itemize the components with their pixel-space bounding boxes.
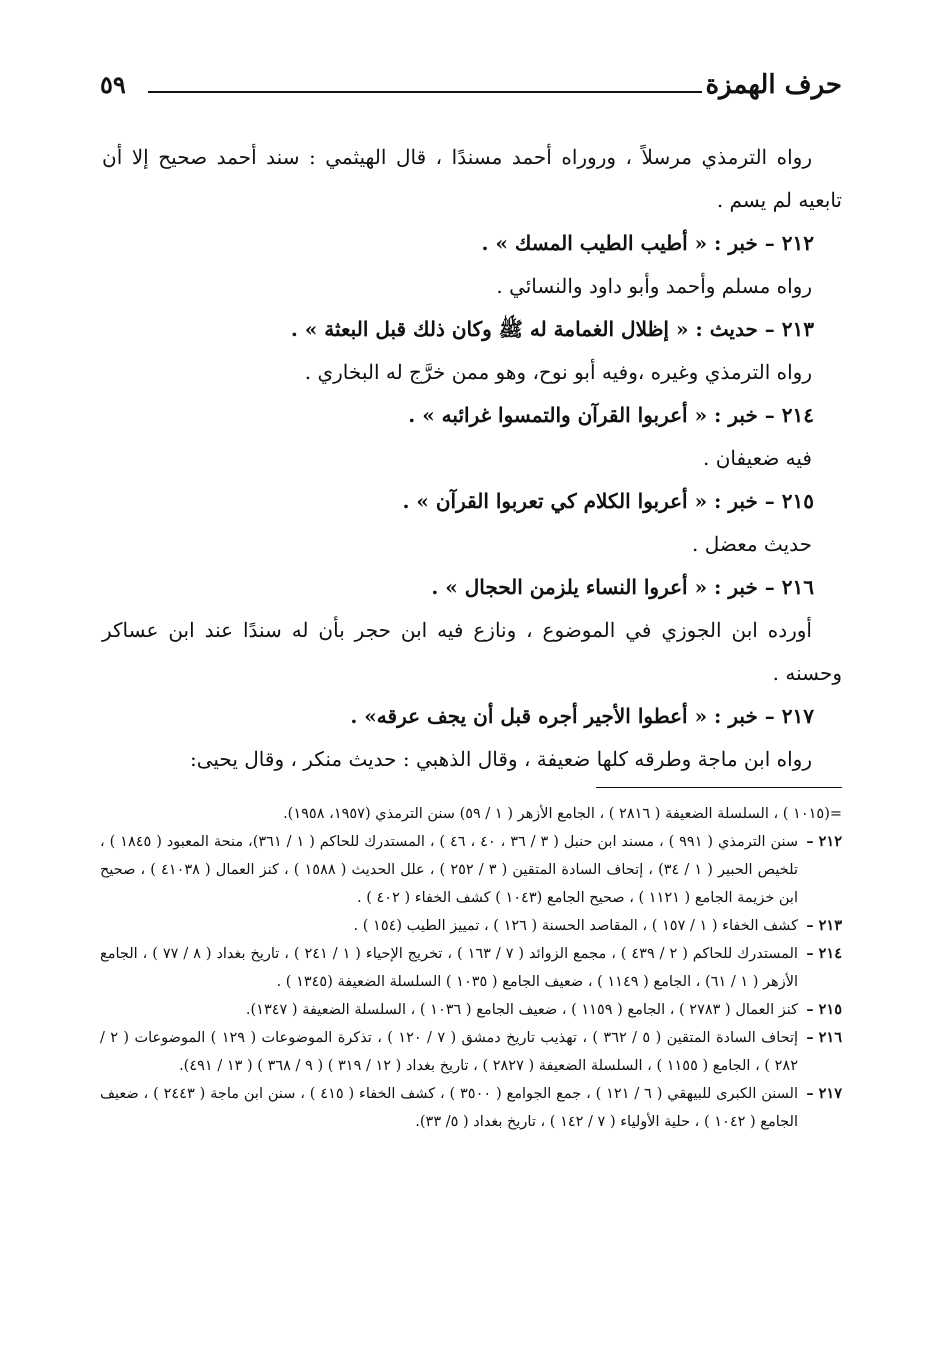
entry-heading-214: ٢١٤ – خبر : « أعربوا القرآن والتمسوا غرائبه » . — [408, 403, 814, 427]
chapter-title: حرف الهمزة — [705, 70, 842, 100]
entry-text-214: فيه ضعيفان . — [703, 446, 812, 470]
page-header — [100, 70, 842, 110]
header-rule — [148, 91, 702, 93]
paragraph-intro: رواه الترمذي مرسلاً ، وروراه أحمد مسندًا ، قال الهيثمي : سند أحمد صحيح إلا أن تابعيه لم يسم . — [102, 145, 842, 212]
footnote-214: ٢١٤ – المستدرك للحاكم ( ٢ / ٤٣٩ ) ، مجمع الزوائد ( ٧ / ١٦٣ ) ، تخريج الإحياء ( ١ / ٢٤١ ) ، تاريخ بغداد ( ٨ / ٧٧ ) ، الجامع الأزهر ( ١ / ٦١) ، الجامع ( ١١٤٩ ) ، ضعيف الجامع ( ١٠٣٥ ) السلسلة الضعيفة (١٣٤٥ ) . — [100, 945, 842, 990]
entry-heading-212: ٢١٢ – خبر : « أطيب الطيب المسك » . — [481, 231, 814, 255]
footnote-separator — [596, 787, 842, 788]
footnote-217: ٢١٧ – السنن الكبرى للبيهقي ( ٦ / ١٢١ ) ، جمع الجوامع ( ٣٥٠٠ ) ، كشف الخفاء ( ٤١٥ ) ، سنن ابن ماجة ( ٢٤٤٣ ) ، ضعيف الجامع ( ١٠٤٢ ) ، حلية الأولياء ( ٧ / ١٤٢ ) ، تاريخ بغداد ( ٥/ ٣٣). — [100, 1085, 842, 1130]
main-text — [102, 136, 842, 781]
footnote-215: ٢١٥ – كنز العمال ( ٢٧٨٣ ) ، الجامع ( ١١٥٩ ) ، ضعيف الجامع ( ١٠٣٦ ) ، السلسلة الضعيفة ( ١٣٤٧). — [245, 1001, 842, 1018]
entry-text-213: رواه الترمذي وغيره ،وفيه أبو نوح، وهو ممن خرَّج له البخاري . — [304, 360, 812, 384]
entry-text-217: رواه ابن ماجة وطرقه كلها ضعيفة ، وقال الذهبي : حديث منكر ، وقال يحيى: — [189, 747, 812, 771]
entry-text-216: أورده ابن الجوزي في الموضوع ، ونازع فيه ابن حجر بأن له سندًا عند ابن عساكر وحسنه . — [102, 618, 842, 685]
footnote-continuation: =(١٠١٥ ) ، السلسلة الضعيفة ( ٢٨١٦ ) ، الجامع الأزهر ( ١ / ٥٩) سنن الترمذي (١٩٥٧، ١٩٥٨). — [283, 806, 842, 822]
entry-heading-215: ٢١٥ – خبر : « أعربوا الكلام كي تعربوا القرآن » . — [402, 489, 814, 513]
entry-text-215: حديث معضل . — [692, 532, 812, 556]
entry-heading-213: ٢١٣ – حديث : « إظلال الغمامة له ﷺ وكان ذلك قبل البعثة » . — [290, 317, 814, 341]
entry-heading-217: ٢١٧ – خبر : « أعطوا الأجير أجره قبل أن يجف عرقه» . — [350, 704, 814, 728]
entry-text-212: رواه مسلم وأحمد وأبو داود والنسائي . — [496, 274, 812, 298]
footnote-216: ٢١٦ – إتحاف السادة المتقين ( ٥ / ٣٦٢ ) ، تهذيب تاريخ دمشق ( ٧ / ١٢٠ ) ، تذكرة الموضوعات ( ١٢٩ ) الموضوعات ( ٢ / ٢٨٢ ) ، الجامع ( ١١٥٥ ) ، السلسلة الضعيفة ( ٢٨٢٧ ) ، تاريخ بغداد ( ١٢ / ٣١٩ ) ( ٩ / ٣٦٨ ) ( ١٣ / ٤٩١). — [100, 1029, 842, 1074]
page-number: ٥٩ — [100, 70, 126, 99]
footnotes — [100, 800, 842, 1136]
footnote-212: ٢١٢ – سنن الترمذي ( ٩٩١ ) ، مسند ابن حنبل ( ٣ / ٣٦ ، ٤٠ ، ٤٦ ) ، المستدرك للحاكم ( ١ / ٣٦١)، منحة المعبود ( ١٨٤٥ ) ، تلخيص الحبير ( ١ / ٣٤) ، إتحاف السادة المتقين ( ٣ / ٢٥٢ ) ، علل الحديث ( ١٥٨٨ ) ، كنز العمال ( ٤١٠٣٨ ) ، صحيح ابن خزيمة الجامع ( ١١٢١ ) ، صحيح الجامع (١٠٤٣ ) كشف الخفاء ( ٤٠٢ ) . — [100, 833, 842, 906]
entry-heading-216: ٢١٦ – خبر : « أعروا النساء يلزمن الحجال » . — [431, 575, 814, 599]
footnote-213: ٢١٣ – كشف الخفاء ( ١ / ١٥٧ ) ، المقاصد الحسنة ( ١٢٦ ) ، تمييز الطيب (١٥٤ ) . — [353, 917, 842, 934]
